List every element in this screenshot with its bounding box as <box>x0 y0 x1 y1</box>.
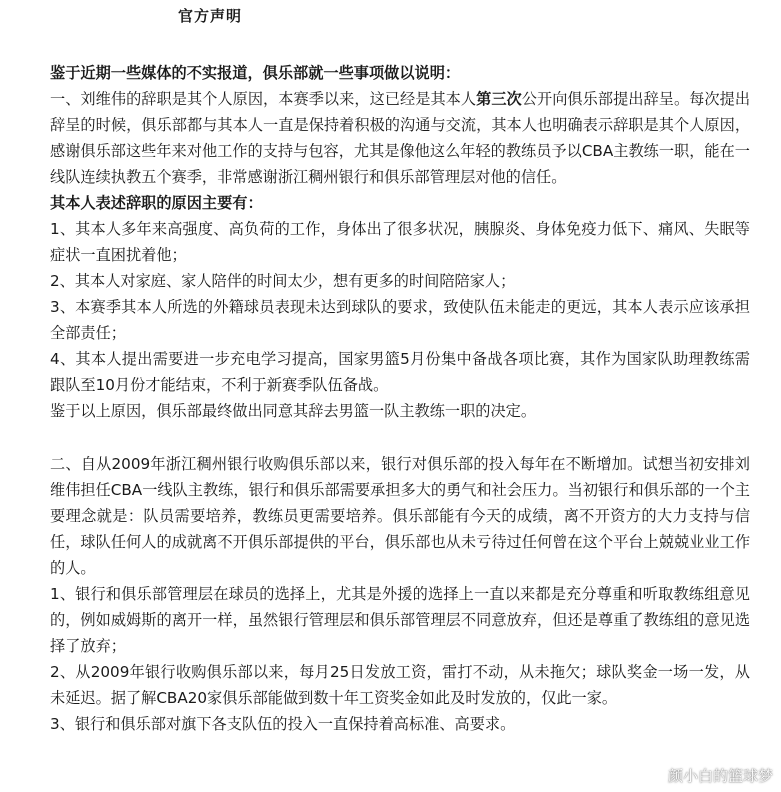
watermark: 颜小白的篮球梦 <box>667 767 773 785</box>
paragraph-spacer <box>50 424 750 451</box>
reasons-heading: 其本人表述辞职的原因主要有： <box>50 194 263 212</box>
section1-emphasis: 第三次 <box>476 90 522 108</box>
reason-item-2: 2、其本人对家庭、家人陪伴的时间太少，想有更多的时间陪陪家人； <box>50 272 516 290</box>
page-title: 官方声明 <box>178 7 243 25</box>
reason-item-3: 3、本赛季其本人所选的外籍球员表现未达到球队的要求，致使队伍未能走的更远，其本人表示应该承担全部责任； <box>50 298 750 342</box>
reason-item-1: 1、其本人多年来高强度、高负荷的工作，身体出了很多状况，胰腺炎、身体免疫力低下、痛风、失眠等症状一直困扰着他； <box>50 220 750 264</box>
section1-text-after: 公开向俱乐部提出辞呈。每次提出辞呈的时候，俱乐部都与其本人一直是保持着积极的沟通与交流，其本人也明确表示辞职是其个人原因，感谢俱乐部这些年来对他工作的支持与包容，尤其是像他这么年轻的教练员予以CBA主教练一职，能在一线队连续执教五个赛季，非常感谢浙江稠州银行和俱乐部管理层对他的信任。 <box>50 90 751 186</box>
reason-item-4: 4、其本人提出需要进一步充电学习提高，国家男篮5月份集中备战各项比赛，其作为国家队助理教练需跟队至10月份才能结束，不利于新赛季队伍备战。 <box>50 350 750 394</box>
section1-text-before: 一、刘维伟的辞职是其个人原因，本赛季以来，这已经是其本人 <box>50 90 477 108</box>
section1-paragraph <box>50 86 750 190</box>
section2-item-2: 2、从2009年银行收购俱乐部以来，每月25日发放工资，雷打不动，从未拖欠；球队奖金一场一发，从未延迟。据了解CBA20家俱乐部能做到数十年工资奖金如此及时发放的，仅此一家。 <box>50 663 750 707</box>
section2-item-1: 1、银行和俱乐部管理层在球员的选择上，尤其是外援的选择上一直以来都是充分尊重和听取教练组意见的，例如威姆斯的离开一样，虽然银行管理层和俱乐部管理层不同意放弃，但还是尊重了教练组的意见选择了放弃； <box>50 585 750 655</box>
statement-body <box>50 60 750 737</box>
section2-item-3: 3、银行和俱乐部对旗下各支队伍的投入一直保持着高标准、高要求。 <box>50 715 516 733</box>
section2-paragraph: 二、自从2009年浙江稠州银行收购俱乐部以来，银行对俱乐部的投入每年在不断增加。试想当初安排刘维伟担任CBA一线队主教练，银行和俱乐部需要承担多大的勇气和社会压力。当初银行和俱乐部的一个主要理念就是：队员需要培养，教练员更需要培养。俱乐部能有今天的成绩，离不开资方的大力支持与信任，球队任何人的成就离不开俱乐部提供的平台，俱乐部也从未亏待过任何曾在这个平台上兢兢业业工作的人。 <box>50 455 750 577</box>
intro-paragraph: 鉴于近期一些媒体的不实报道，俱乐部就一些事项做以说明： <box>50 64 461 82</box>
section1-conclusion: 鉴于以上原因，俱乐部最终做出同意其辞去男篮一队主教练一职的决定。 <box>50 402 536 420</box>
